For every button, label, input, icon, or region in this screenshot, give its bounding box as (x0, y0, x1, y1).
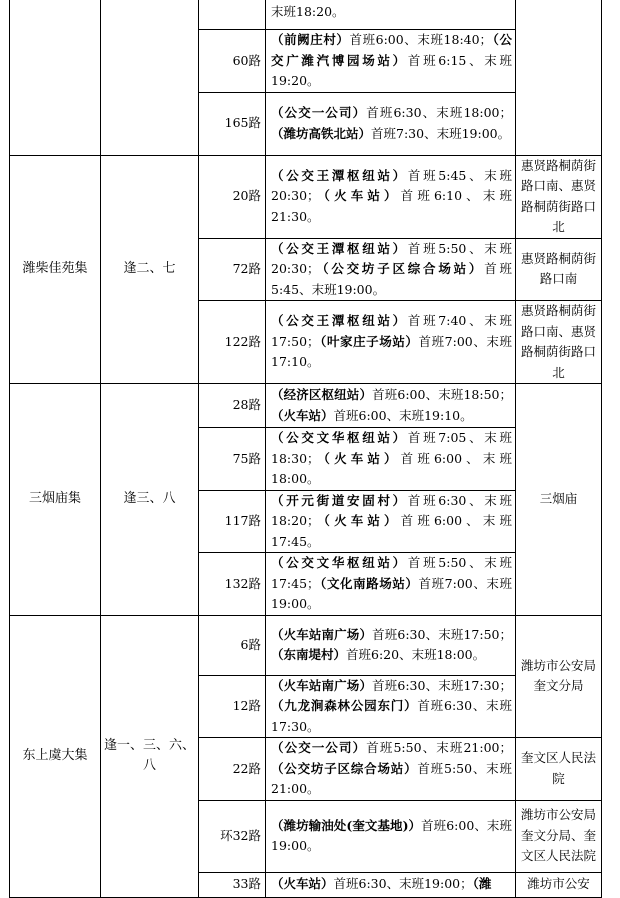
table-row (10, 384, 602, 428)
route-number: 33路 (199, 872, 266, 897)
schedule-times: 首班6:30、末班17:50； (372, 626, 512, 642)
schedule-times: 首班6:10、末班21:30。 (271, 188, 512, 224)
route-schedule (266, 800, 516, 872)
route-number: 117路 (199, 490, 266, 553)
route-number: 60路 (199, 30, 266, 93)
bus-stop: 三烟庙 (516, 384, 602, 616)
route-number: 122路 (199, 301, 266, 384)
terminal-name: （叶家庄子场站） (319, 333, 419, 349)
terminal-name: （公交一公司） (271, 105, 367, 120)
schedule-times: 首班5:50、末班21:00； (366, 740, 512, 755)
bus-stop: 奎文区人民法院 (516, 738, 602, 801)
table-row (10, 155, 602, 238)
route-schedule (266, 0, 516, 30)
market-days: 逢三、八 (101, 384, 199, 616)
schedule-times: 首班5:50、末班21:00。 (271, 760, 512, 796)
schedule-times: 首班6:30、末班17:30； (372, 677, 512, 693)
market-name: 东上虞大集 (10, 615, 101, 897)
schedule-times: 首班5:45、末班19:00。 (271, 261, 512, 297)
table-row (10, 615, 602, 675)
schedule-times: 首班7:00、末班19:00。 (271, 575, 512, 611)
schedule-times: 首班6:15、末班19:20。 (271, 52, 512, 88)
bus-stop: 惠贤路桐荫街路口南、惠贤路桐荫街路口北 (516, 155, 602, 238)
terminal-name: （火车站） (319, 450, 401, 466)
bus-stop: 潍坊市公安局奎文分局、奎文区人民法院 (516, 800, 602, 872)
schedule-times: 首班6:00、末班18:50； (372, 387, 512, 402)
bus-stop: 潍坊市公安局奎文分局 (516, 615, 602, 738)
route-schedule (266, 384, 516, 428)
terminal-name: （火车站南广场） (271, 677, 373, 693)
schedule-times: 首班6:30、末班18:00； (366, 105, 512, 120)
route-number: 22路 (199, 738, 266, 801)
schedule-times: 首班6:00、末班19:10。 (333, 407, 473, 423)
table-row (10, 0, 602, 30)
terminal-name: （公交坊子区综合场站） (319, 261, 485, 276)
route-schedule (266, 675, 516, 738)
terminal-name: （潍坊高铁北站） (271, 125, 372, 141)
route-schedule (266, 553, 516, 616)
route-schedule (266, 155, 516, 238)
terminal-name: （公交王潭枢纽站） (271, 167, 408, 183)
terminal-name: （公交王潭枢纽站） (271, 240, 408, 256)
terminal-name: （公交文华枢纽站） (271, 430, 408, 445)
terminal-name: （潍坊输油处(奎文基地)） (271, 817, 422, 833)
schedule-times: 首班5:50、末班20:30； (271, 240, 512, 276)
route-number: 28路 (199, 384, 266, 428)
schedule-times: 首班6:30、末班18:20； (271, 492, 512, 528)
schedule-times: 首班6:00、末班19:00。 (271, 817, 512, 853)
terminal-name: （火车站） (319, 513, 401, 528)
bus-stop: 惠贤路桐荫街路口南 (516, 238, 602, 301)
schedule-times: 首班6:00、末班17:45。 (271, 513, 512, 549)
route-number: 75路 (199, 428, 266, 491)
terminal-name: （前阙庄村） (271, 32, 350, 47)
schedule-times: 末班18:20。 (271, 4, 345, 20)
terminal-name: （公交文华枢纽站） (271, 555, 408, 570)
route-number: 6路 (199, 615, 266, 675)
terminal-name: （公交广潍汽博园场站） (271, 32, 512, 68)
bus-stop: 潍坊市公安 (516, 872, 602, 897)
schedule-times: 首班6:30、末班17:30。 (271, 698, 512, 734)
market-bus-table (9, 0, 602, 898)
terminal-name: （火车站） (319, 188, 401, 204)
route-schedule (266, 301, 516, 384)
route-number: 132路 (199, 553, 266, 616)
route-number (199, 0, 266, 30)
terminal-name: （公交一公司） (271, 740, 367, 755)
bus-stop (516, 0, 602, 155)
route-number: 12路 (199, 675, 266, 738)
schedule-times: 首班6:20、末班18:00。 (346, 647, 486, 662)
schedule-times: 首班7:30、末班19:00。 (371, 125, 511, 141)
route-number: 72路 (199, 238, 266, 301)
route-schedule (266, 92, 516, 155)
terminal-name: （九龙涧森林公园东门） (271, 698, 418, 713)
schedule-times: 首班5:45、末班20:30； (271, 167, 512, 204)
market-days: 逢一、三、六、八 (101, 615, 199, 897)
schedule-times: 首班6:30、末班19:00； (333, 876, 473, 892)
route-number: 165路 (199, 92, 266, 155)
terminal-name: （火车站） (271, 407, 334, 423)
route-schedule (266, 615, 516, 675)
route-schedule (266, 428, 516, 491)
terminal-name: （经济区枢纽站） (271, 387, 373, 402)
market-name (10, 0, 101, 155)
schedule-times: 首班7:00、末班17:10。 (271, 333, 512, 370)
schedule-times: 首班6:00、末班18:40； (349, 32, 493, 47)
market-name: 潍柴佳苑集 (10, 155, 101, 384)
terminal-name: （公交王潭枢纽站） (271, 313, 408, 329)
route-number: 20路 (199, 155, 266, 238)
schedule-times: 首班5:50、末班17:45； (271, 555, 512, 591)
route-schedule (266, 872, 516, 897)
terminal-name: （公交坊子区综合场站） (271, 760, 418, 776)
market-days: 逢二、七 (101, 155, 199, 384)
terminal-name: （东南堤村） (271, 647, 347, 662)
terminal-name: （开元街道安固村） (271, 492, 408, 508)
schedule-times: 首班7:40、末班17:50； (271, 313, 512, 349)
market-days (101, 0, 199, 155)
route-schedule (266, 738, 516, 801)
route-number: 环32路 (199, 800, 266, 872)
market-name: 三烟庙集 (10, 384, 101, 616)
schedule-times: 首班7:05、末班18:30； (271, 430, 512, 466)
terminal-name: （火车站） (271, 876, 334, 892)
route-schedule (266, 238, 516, 301)
bus-stop: 惠贤路桐荫街路口南、惠贤路桐荫街路口北 (516, 301, 602, 384)
terminal-name: （火车站南广场） (271, 626, 373, 642)
terminal-name: （潍 (472, 876, 492, 892)
terminal-name: （文化南路场站） (319, 575, 419, 591)
route-schedule (266, 30, 516, 93)
schedule-times: 首班6:00、末班18:00。 (271, 450, 512, 486)
route-schedule (266, 490, 516, 553)
